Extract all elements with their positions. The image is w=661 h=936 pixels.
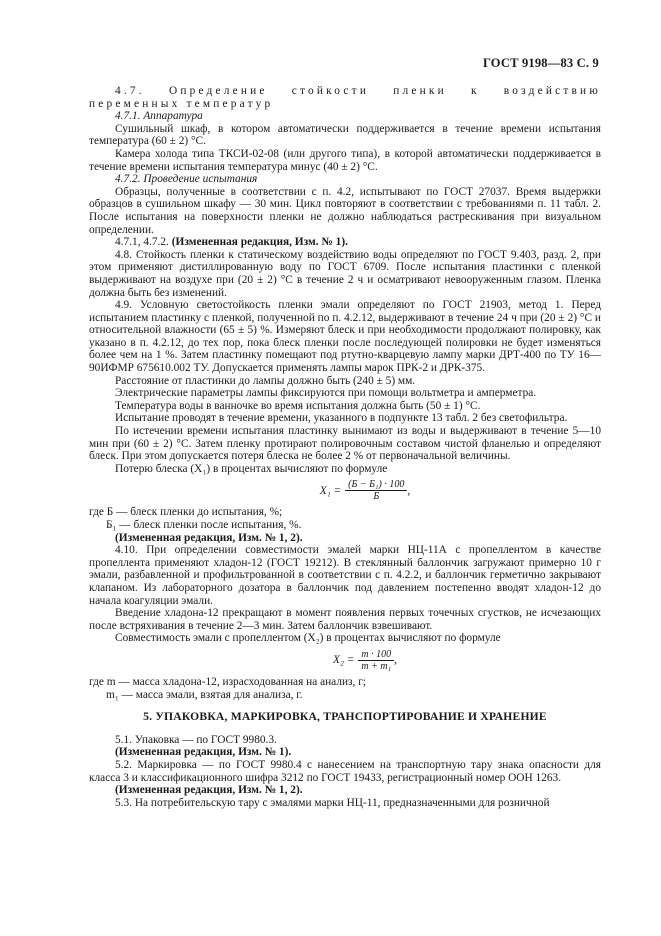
intro-paragraph: Введение хладона-12 прекращают в момент появления первых точечных сгустков, не исчезающих после встряхивания в течение 2—3 мин. Затем баллончик взвешивают.	[89, 607, 601, 632]
formula-compatibility	[129, 649, 601, 672]
formula2-numerator: m · 100	[358, 649, 394, 661]
revision-note-5-2: (Измененная редакция, Изм. № 1, 2).	[115, 784, 303, 797]
revision-clauses: 4.7.1, 4.7.2.	[115, 236, 169, 249]
clause-4-7-heading: 4.7. Определение стойкости пленки к воздействию переменных температур	[89, 85, 601, 110]
test-paragraph: Испытание проводят в течение времени, указанного в подпункте 13 табл. 2 без светофильтра.	[115, 412, 568, 425]
formula1-numerator: (Б − Б₁) · 100	[345, 479, 407, 491]
revision-note-5-1: (Измененная редакция, Изм. № 1).	[115, 746, 292, 759]
gloss-loss-paragraph: Потерю блеска (X₁) в процентах вычисляют по формуле	[115, 462, 388, 475]
formula1-denominator: Б	[373, 491, 380, 503]
distance-paragraph: Расстояние от пластинки до лампы должно быть (240 ± 5) мм.	[115, 374, 416, 387]
formula1-tail: ,	[407, 484, 411, 497]
where2-line-a: где m — масса хладона-12, израсходованная на анализ, г;	[89, 675, 367, 688]
section-5-heading: 5. УПАКОВКА, МАРКИРОВКА, ТРАНСПОРТИРОВАНИЕ И ХРАНЕНИЕ	[143, 710, 547, 724]
formula2-denominator: m + m₁	[361, 660, 392, 672]
where1-line-b: Б₁ — блеск пленки после испытания, %.	[106, 519, 302, 531]
chamber-paragraph: Камера холода типа ТКСИ-02-08 (или другого типа), в которой автоматически поддерживается в течение времени испытания температура минус (40 ± 2) °С.	[89, 147, 601, 173]
clause-4-8: 4.8. Стойкость пленки к статическому воздействию воды определяют по ГОСТ 9.403, разд. 2, при этом применяют дистиллированную воду по ГОСТ 6709. После испытания пластинки с пленкой выдерживают на воздухе при (20 ± 2) °С в течение 2 ч и осматривают невооруженным глазом. Пленка должна быть без изменений.	[89, 248, 601, 299]
where1-line-a: где Б — блеск пленки до испытания, %;	[89, 506, 283, 519]
clause-5-2: 5.2. Маркировка — по ГОСТ 9980.4 с нанесением на транспортную тару знака опасности для класса 3 и классификационного шифра 3212 по ГОСТ 19433, регистрационный номер ООН 1263.	[89, 758, 601, 784]
revision-note-4-7	[89, 236, 601, 249]
electric-paragraph: Электрические параметры лампы фиксируются при помощи вольтметра и амперметра.	[115, 387, 537, 400]
clause-4-9: 4.9. Условную светостойкость пленки эмали определяют по ГОСТ 21903, метод 1. Перед испытанием пластинку с пленкой, полученной по п. 4.2.12, выдерживают в течение 24 ч при (20 ± 2) °С и относительной влажности (65 ± 5) %. Измеряют блеск и при необходимости продолжают полировку, как указано в п. 4.2.12, до тех пор, пока блеск пленки после последующей полировки не будет изменяться более чем на 1 %. Затем пластинку помещают под ртутно-кварцевую лампу марки ДРТ-400 по ТУ 16—90ИФМР 675610.002 ТУ. Допускается применять лампы марок ПРК-2 и ДРК-375.	[89, 299, 601, 375]
watertemp-paragraph: Температура воды в ванночке во время испытания должна быть (50 ± 1) °С.	[115, 399, 481, 412]
document-body	[89, 85, 601, 809]
revision-text: (Измененная редакция, Изм. № 1).	[171, 236, 348, 249]
formula1-lhs: X₁ =	[319, 484, 342, 497]
clause-4-7-1-heading: 4.7.1. Аппаратура	[115, 110, 203, 123]
revision-note-4-9: (Измененная редакция, Изм. № 1, 2).	[115, 531, 303, 544]
formula2-tail: ,	[394, 654, 397, 667]
where2-line-b: m₁ — масса эмали, взятая для анализа, г.	[106, 688, 303, 701]
clause-4-7-2-heading: 4.7.2. Проведение испытания	[115, 173, 258, 186]
page-header: ГОСТ 9198—83 С. 9	[482, 56, 599, 70]
formula2-lhs: X₂ =	[333, 654, 355, 667]
samples-paragraph: Образцы, полученные в соответствии с п. 4.2, испытывают по ГОСТ 27037. Время выдержки образцов в сушильном шкафу — 30 мин. Цикл повторяют в соответствии с требованиями п. 11 табл. 2. После испытания на поверхности пленки не должно наблюдаться растрескивания при визуальном определении.	[89, 185, 601, 236]
dryer-paragraph: Сушильный шкаф, в котором автоматически поддерживается в течение времени испытания температура (60 ± 2) °С.	[89, 122, 601, 148]
formula-gloss-loss	[129, 479, 601, 502]
clause-5-3: 5.3. На потребительскую тару с эмалями марки НЦ-11, предназначенными для розничной	[115, 796, 550, 809]
clause-5-1: 5.1. Упаковка — по ГОСТ 9980.3.	[115, 733, 277, 746]
formula1-fraction	[345, 479, 407, 502]
compat-paragraph: Совместимость эмали с пропеллентом (X₂) в процентах вычисляют по формуле	[115, 632, 501, 645]
after-test-paragraph: По истечении времени испытания пластинку вынимают из воды и выдерживают в течение 5—10 мин при (60 ± 2) °С. Затем пленку протирают полировочным составом чистой фланелью и определяют блеск. При этом допускается потеря блеска не более 2 % от первоначальной величины.	[89, 425, 601, 463]
clause-4-10: 4.10. При определении совместимости эмалей марки НЦ-11А с пропеллентом в качестве пропеллента применяют хладон-12 (ГОСТ 19212). В стеклянный баллончик загружают примерно 10 г эмали, разбавленной и профильтрованной в соответствии с п. 4.2.2, и баллончик герметично закрывают клапаном. Из лабораторного дозатора в баллончик под давлением постепенно вводят хладон-12 до начала коагуляции эмали.	[89, 544, 601, 607]
formula2-fraction	[358, 649, 394, 672]
